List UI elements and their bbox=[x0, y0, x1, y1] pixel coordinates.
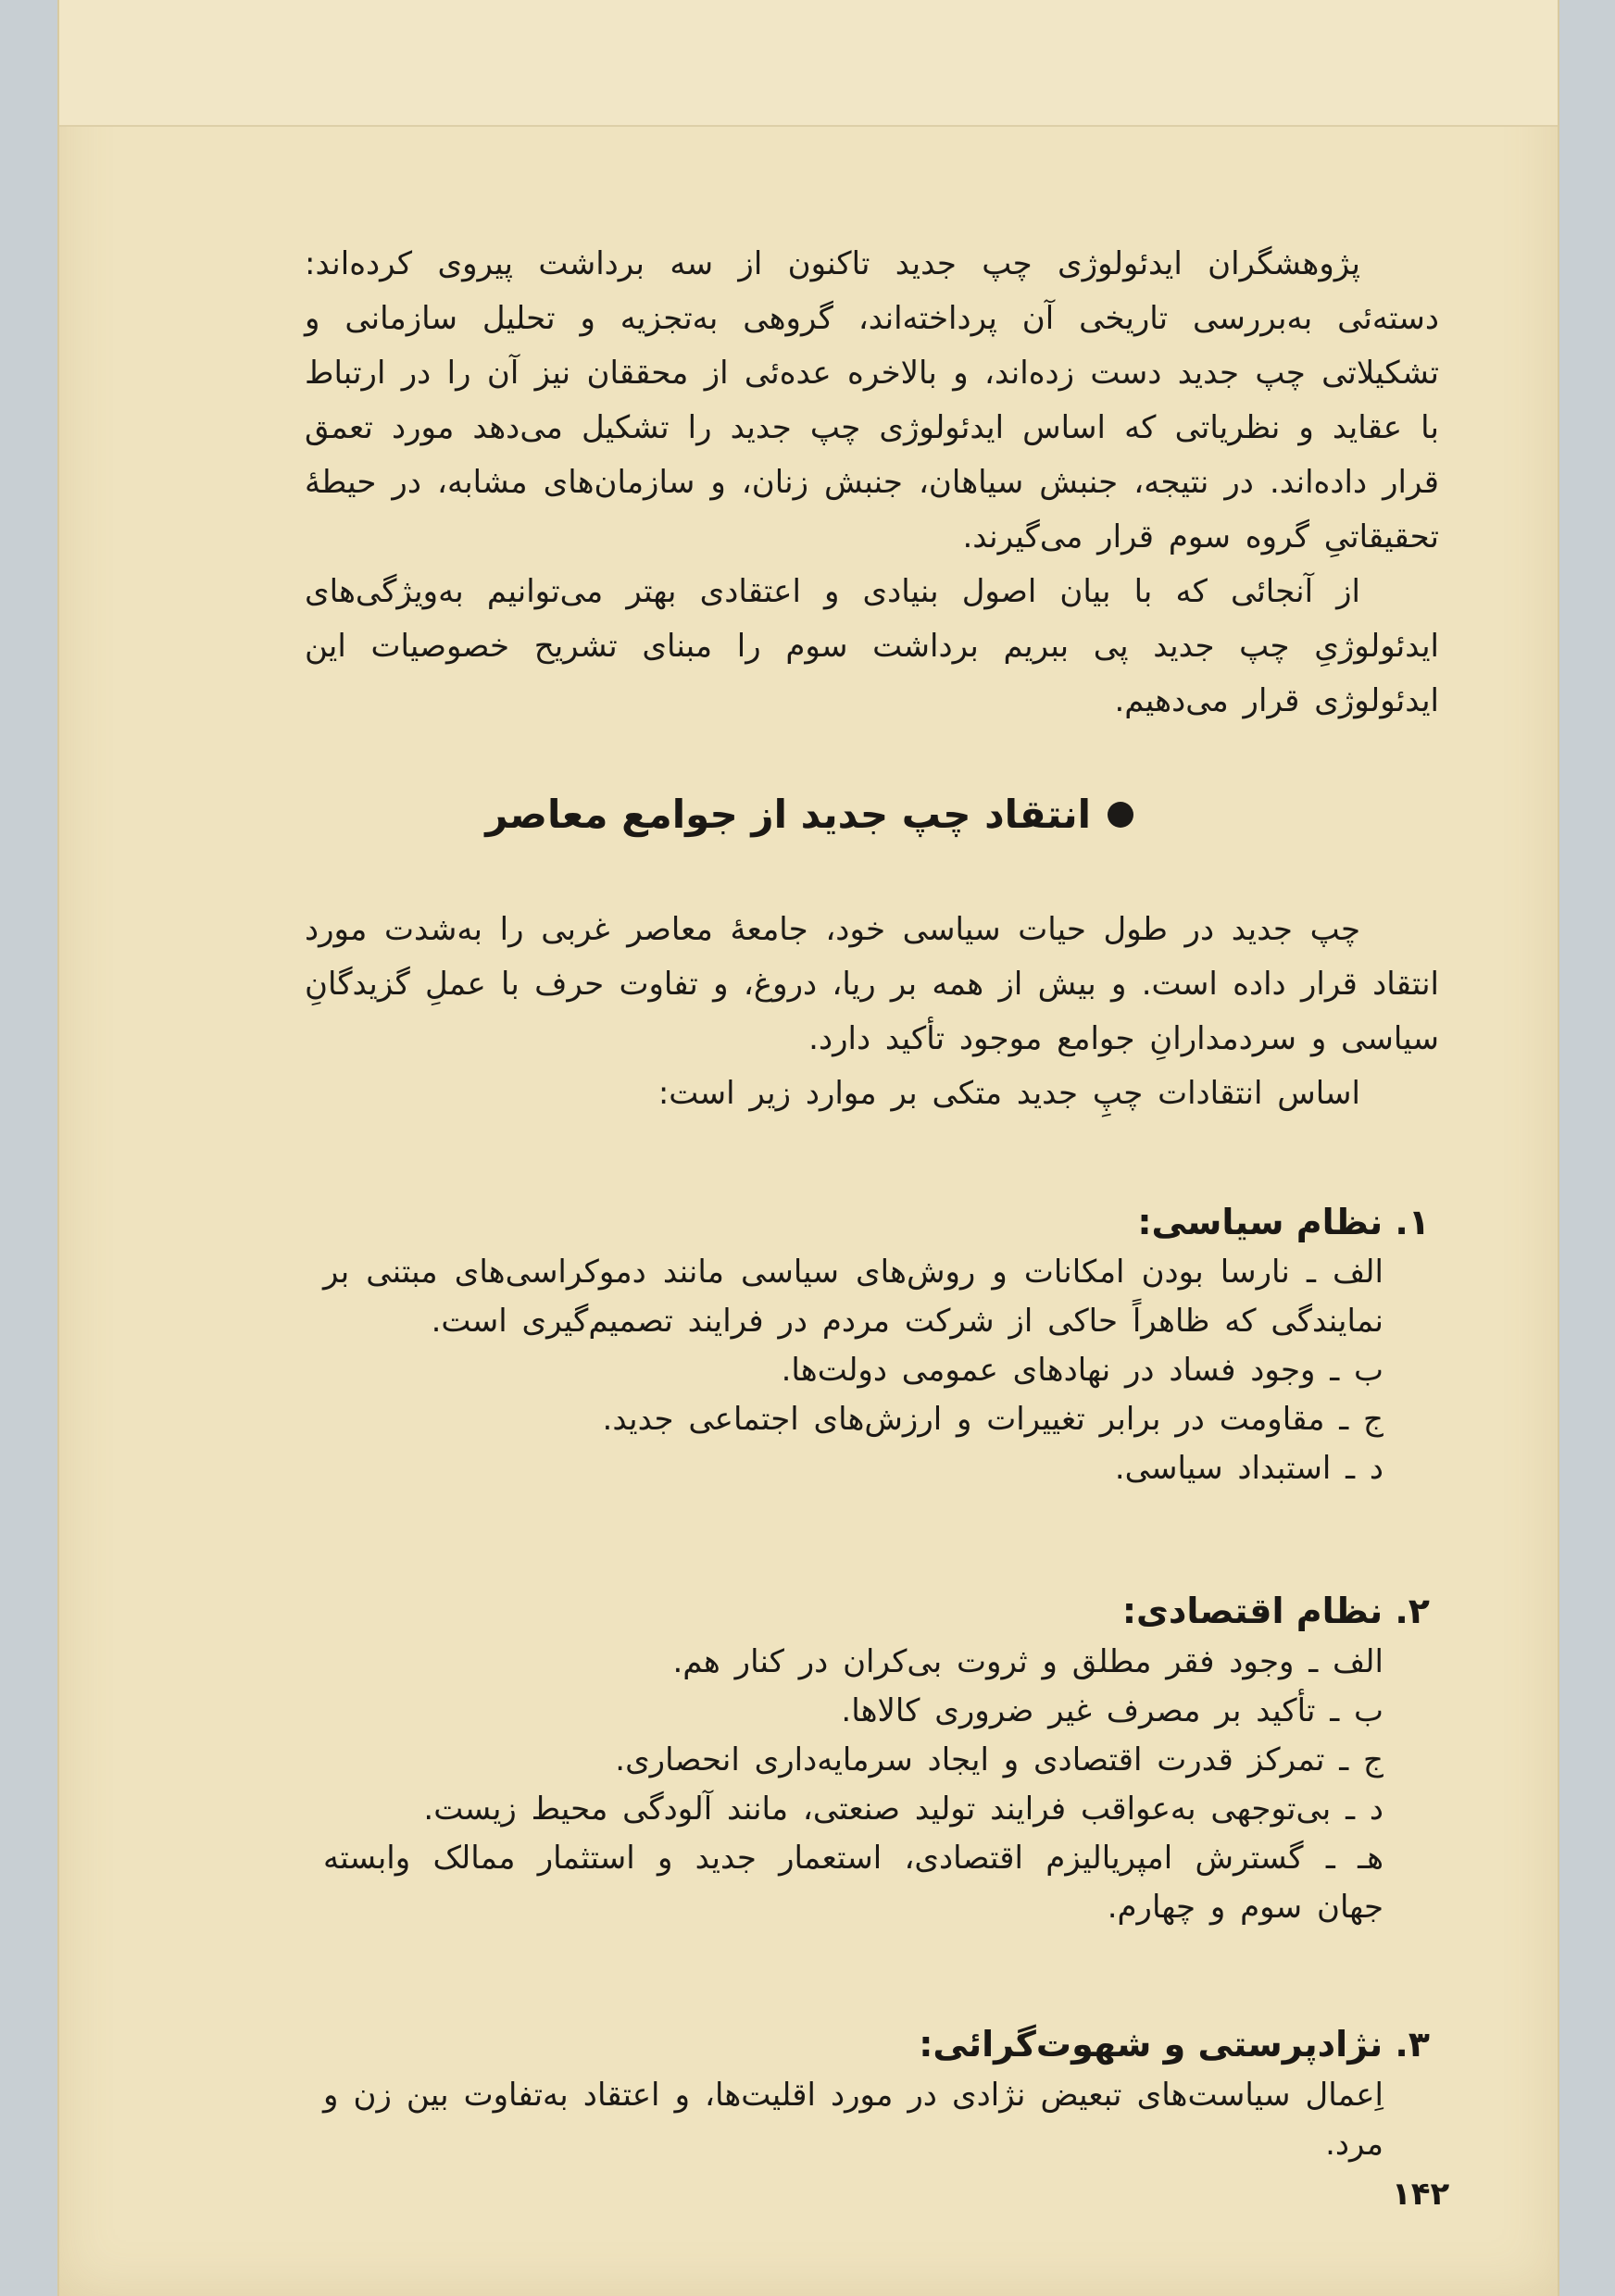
political-system-list bbox=[323, 1248, 1383, 1493]
economic-item-2: ب ـ تأکید بر مصرف غیر ضروری کالاها. bbox=[841, 1692, 1383, 1729]
political-system-title: ۱. نظام سیاسی: bbox=[1137, 1202, 1430, 1242]
critique-text-block bbox=[305, 903, 1439, 1121]
racism-title: ۳. نژادپرستی و شهوت‌گرائی: bbox=[919, 2024, 1430, 2065]
economic-item-4: د ـ بی‌توجهی به‌عواقب فرایند تولید صنعتی، مانند آلودگی محیط زیست. bbox=[423, 1791, 1383, 1828]
intro-text-block bbox=[305, 237, 1439, 729]
critique-paragraph-1: چپ جدید در طول حیات سیاسی خود، جامعهٔ معاصر غربی را به‌شدت مورد انتقاد قرار داده است. و بیش از همه بر ریا، دروغ، و تفاوت حرف با عملِ گزیدگانِ سیاسی و سردمدارانِ جوامع موجود تأکید دارد. bbox=[305, 911, 1439, 1057]
critique-paragraph-2: اساس انتقادات چپِ جدید متکی بر موارد زیر است: bbox=[657, 1075, 1360, 1112]
page-number: ۱۴۲ bbox=[1392, 2176, 1450, 2213]
political-item-1: الف ـ نارسا بودن امکانات و روش‌های سیاسی مانند دموکراسی‌های مبتنی بر نمایندگی که ظاهراً حاکی از شرکت مردم در فرایند تصمیم‌گیری است. bbox=[323, 1254, 1383, 1340]
racism-item-1: اِعمال سیاست‌های تبعیض نژادی در مورد اقلیت‌ها، و اعتقاد به‌تفاوت بین زن و مرد. bbox=[323, 2077, 1383, 2163]
economic-item-1: الف ـ وجود فقر مطلق و ثروت بی‌کران در کنار هم. bbox=[672, 1643, 1383, 1680]
economic-system-list bbox=[323, 1638, 1383, 1932]
political-item-4: د ـ استبداد سیاسی. bbox=[1114, 1450, 1383, 1487]
heading-title: انتقاد چپ جدید از جوامع معاصر bbox=[485, 792, 1091, 837]
economic-system-title: ۲. نظام اقتصادی: bbox=[1121, 1591, 1430, 1631]
heading-bullet-icon bbox=[1108, 802, 1133, 828]
political-item-2: ب ـ وجود فساد در نهادهای عمومی دولت‌ها. bbox=[781, 1352, 1383, 1389]
economic-item-3: ج ـ تمرکز قدرت اقتصادی و ایجاد سرمایه‌داری انحصاری. bbox=[615, 1741, 1383, 1778]
intro-paragraph-2: از آنجائی که با بیان اصول بنیادی و اعتقادی بهتر می‌توانیم به‌ویژگی‌های ایدئولوژیِ چپ جدید پی ببریم برداشت سوم را مبنای تشریح خصوصیات این ایدئولوژی قرار می‌دهیم. bbox=[305, 573, 1439, 719]
section-heading bbox=[467, 789, 1133, 841]
racism-list bbox=[323, 2071, 1383, 2169]
political-item-3: ج ـ مقاومت در برابر تغییرات و ارزش‌های اجتماعی جدید. bbox=[602, 1401, 1383, 1438]
economic-item-5: هـ ـ گسترش امپریالیزم اقتصادی، استعمار جدید و استثمار ممالک وابسته جهان سوم و چهارم. bbox=[323, 1840, 1383, 1926]
intro-paragraph-1: پژوهشگران ایدئولوژی چپ جدید تاکنون از سه برداشت پیروی کرده‌اند: دسته‌ئی به‌بررسی تاریخی آن پرداخته‌اند، گروهی به‌تجزیه و تحلیل سازمانی و تشکیلاتی چپ جدید دست زده‌اند، و بالاخره عده‌ئی از محققان نیز آن را در ارتباط با عقاید و نظریاتی که اساس ایدئولوژی چپ جدید را تشکیل می‌دهد مورد تعمق قرار داده‌اند. در نتیجه، جنبش سیاهان، جنبش زنان، و سازمان‌های مشابه، در حیطهٔ تحقیقاتیِ گروه سوم قرار می‌گیرند. bbox=[305, 245, 1439, 555]
top-paper-edge bbox=[59, 0, 1558, 127]
